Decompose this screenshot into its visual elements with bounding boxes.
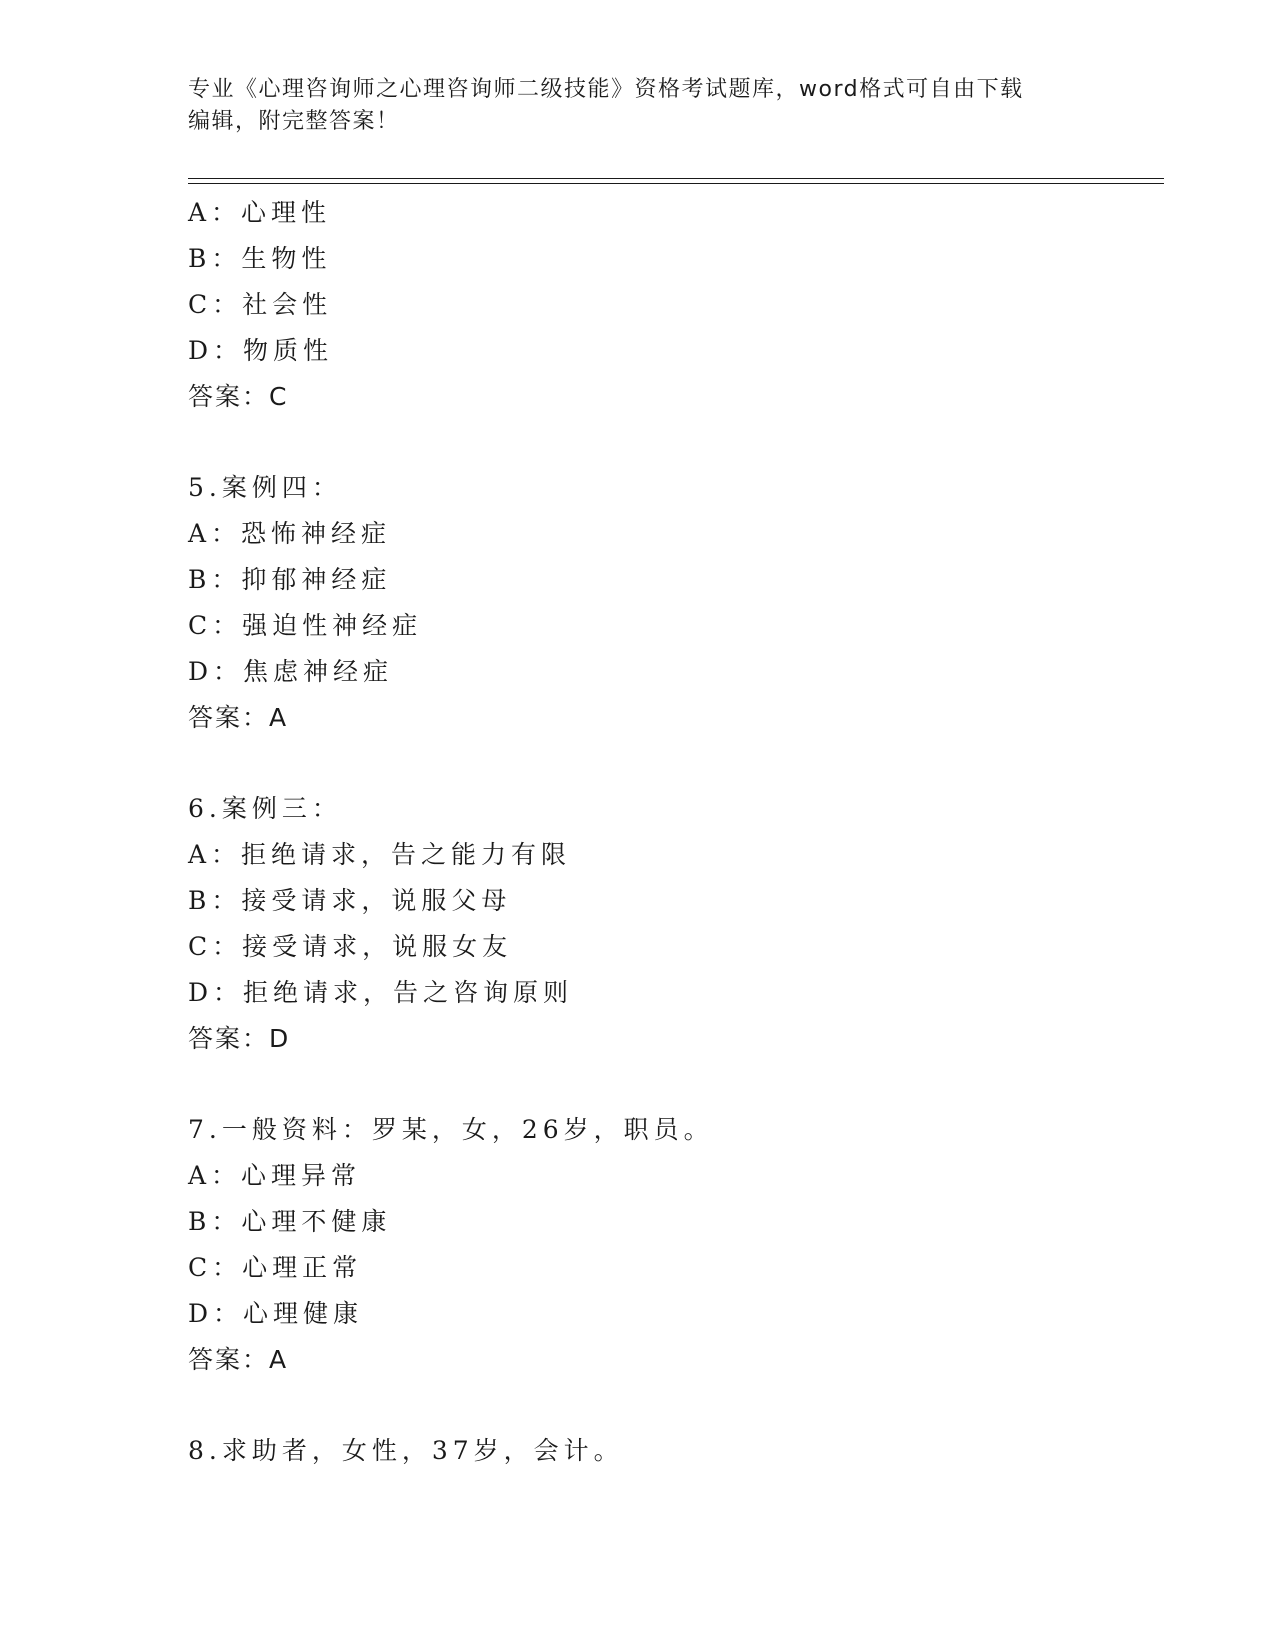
option-a: A：心理性 [188, 198, 332, 227]
option-d: D：心理健康 [188, 1299, 364, 1328]
option-b: B：生物性 [188, 244, 332, 273]
question-title: 7.一般资料：罗某，女，26岁，职员。 [188, 1115, 714, 1144]
header-line-1: 专业《心理咨询师之心理咨询师二级技能》资格考试题库，word格式可自由下载 [188, 77, 1024, 102]
block-spacer [188, 741, 1164, 786]
option-c: C：接受请求，说服女友 [188, 932, 513, 961]
option-d: D：拒绝请求，告之咨询原则 [188, 978, 574, 1007]
answer-text: 答案：D [188, 1024, 291, 1053]
question-block [188, 786, 1164, 1062]
answer-text: 答案：A [188, 1345, 289, 1374]
question-title: 8.求助者，女性，37岁，会计。 [188, 1436, 624, 1465]
header-divider-bottom [188, 183, 1164, 184]
question-title: 5.案例四： [188, 473, 342, 502]
header-divider-top [188, 178, 1164, 179]
option-d: D：焦虑神经症 [188, 657, 394, 686]
option-d: D：物质性 [188, 336, 334, 365]
question-title: 6.案例三： [188, 794, 342, 823]
block-spacer [188, 1062, 1164, 1107]
question-block [188, 465, 1164, 741]
answer-text: 答案：A [188, 703, 289, 732]
option-a: A：恐怖神经症 [188, 519, 392, 548]
option-c: C：社会性 [188, 290, 333, 319]
header-line-2: 编辑，附完整答案！ [188, 109, 400, 134]
option-a: A：心理异常 [188, 1161, 362, 1190]
option-c: C：强迫性神经症 [188, 611, 423, 640]
question-list [188, 190, 1164, 1474]
option-b: B：心理不健康 [188, 1207, 392, 1236]
block-spacer [188, 1383, 1164, 1428]
document-header [188, 74, 1068, 138]
option-b: B：接受请求，说服父母 [188, 886, 512, 915]
option-b: B：抑郁神经症 [188, 565, 392, 594]
question-block [188, 190, 1164, 420]
option-c: C：心理正常 [188, 1253, 363, 1282]
block-spacer [188, 420, 1164, 465]
question-block [188, 1428, 1164, 1474]
option-a: A：拒绝请求，告之能力有限 [188, 840, 572, 869]
answer-text: 答案：C [188, 382, 289, 411]
question-block [188, 1107, 1164, 1383]
